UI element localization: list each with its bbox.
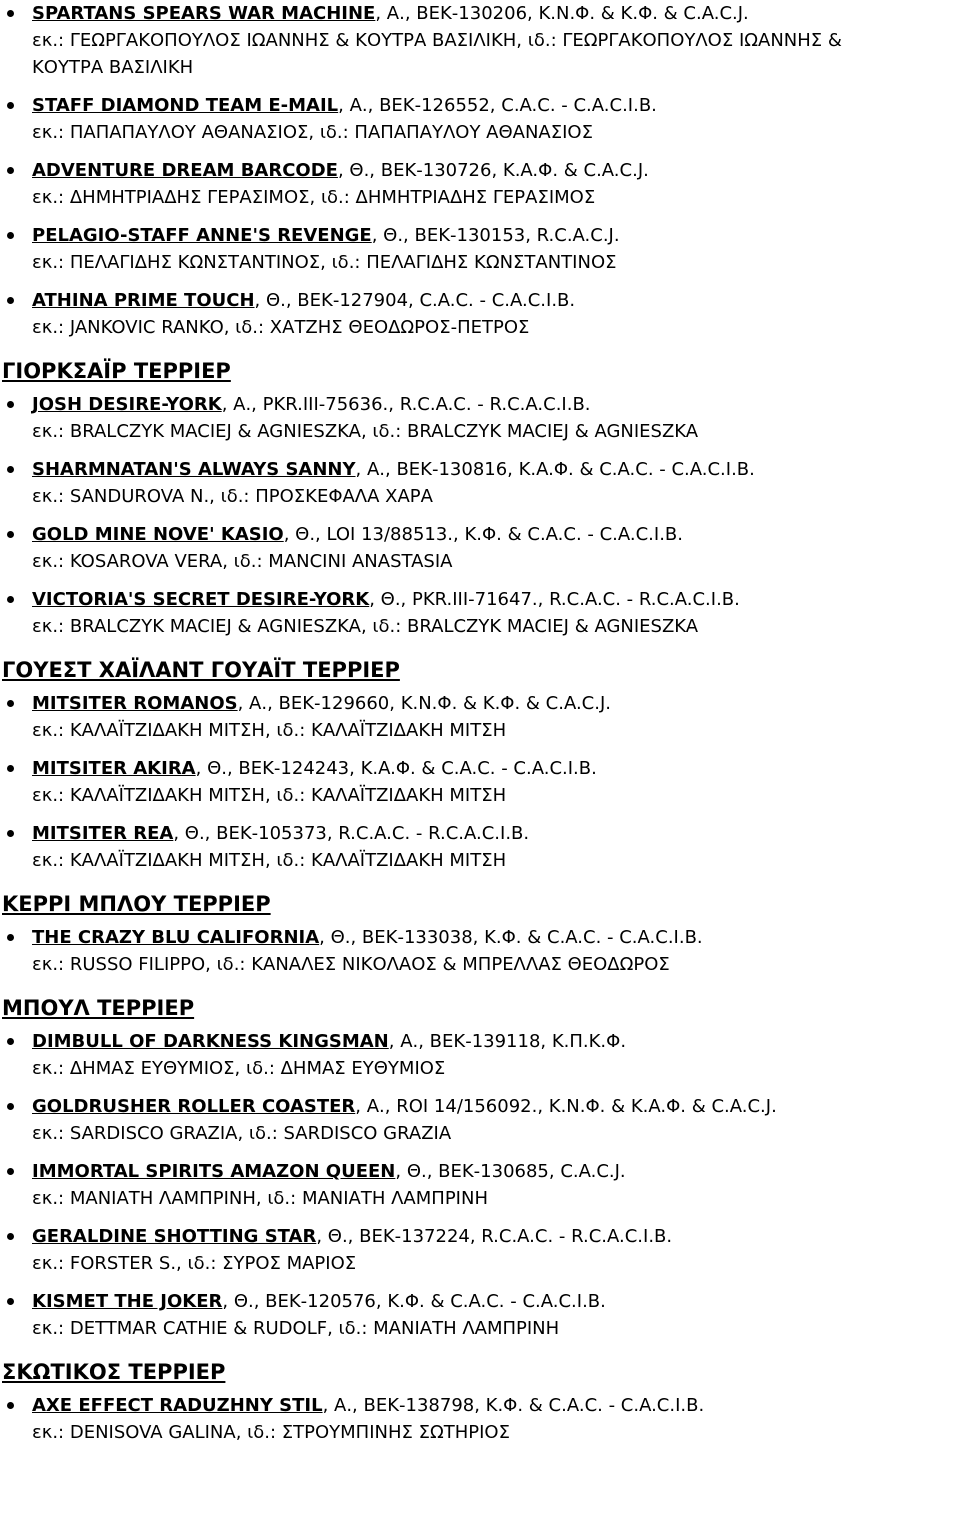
dog-info: , Α., ΒΕΚ-138798, K.Φ. & C.A.C. - C.A.C.I.B.	[322, 1395, 705, 1416]
entry-title-line	[32, 157, 960, 184]
entry-title-line	[32, 1158, 960, 1185]
dog-name: ATHINA PRIME TOUCH	[32, 290, 255, 311]
dog-entry	[2, 586, 960, 640]
dog-name: GOLDRUSHER ROLLER COASTER	[32, 1096, 356, 1117]
dog-name: DIMBULL OF DARKNESS KINGSMAN	[32, 1031, 389, 1052]
dog-info: , Α., ΒΕΚ-130816, K.A.Φ. & C.A.C. - C.A.C.I.B.	[355, 459, 755, 480]
dog-info: , Α., ΒΕΚ-129660, K.N.Φ. & K.Φ. & C.A.C.J.	[237, 693, 611, 714]
dog-info: , Θ., ΒΕΚ-130726, K.A.Φ. & C.A.C.J.	[337, 160, 649, 181]
bullet-icon	[7, 596, 14, 603]
bullet-icon	[7, 102, 14, 109]
entry-title-line	[32, 1288, 960, 1315]
dog-info: , Θ., PKR.III-71647., R.C.A.C. - R.C.A.C.I.B.	[369, 589, 740, 610]
bullet-icon	[7, 297, 14, 304]
dog-entry	[2, 1392, 960, 1446]
dog-name: JOSH DESIRE-YORK	[32, 394, 222, 415]
entry-title-line	[32, 1093, 960, 1120]
dog-entry	[2, 0, 960, 81]
owner-line: εκ.: ΔΗΜΑΣ ΕΥΘΥΜΙΟΣ, ιδ.: ΔΗΜΑΣ ΕΥΘΥΜΙΟΣ	[32, 1058, 446, 1079]
breed-heading: ΓΙΟΡΚΣΑΪΡ ΤΕΡΡΙΕΡ	[2, 359, 231, 383]
entry-title-line	[32, 586, 960, 613]
bullet-icon	[7, 1168, 14, 1175]
dog-info: , Α., ΒΕΚ-126552, C.A.C. - C.A.C.I.B.	[338, 95, 657, 116]
owner-line: εκ.: ΔΗΜΗΤΡΙΑΔΗΣ ΓΕΡΑΣΙΜΟΣ, ιδ.: ΔΗΜΗΤΡΙΑΔΗΣ ΓΕΡΑΣΙΜΟΣ	[32, 187, 596, 208]
owner-line: εκ.: ΠΕΛΑΓΙΔΗΣ ΚΩΝΣΤΑΝΤΙΝΟΣ, ιδ.: ΠΕΛΑΓΙΔΗΣ ΚΩΝΣΤΑΝΤΙΝΟΣ	[32, 252, 617, 273]
entry-title-line	[32, 755, 960, 782]
dog-entry	[2, 820, 960, 874]
bullet-icon	[7, 700, 14, 707]
owner-line: εκ.: RUSSO FILIPPO, ιδ.: ΚΑΝΑΛΕΣ ΝΙΚΟΛΑΟΣ & ΜΠΡΕΛΛΑΣ ΘΕΟΔΩΡΟΣ	[32, 954, 670, 975]
entry-title-line	[32, 222, 960, 249]
dog-entry	[2, 456, 960, 510]
dog-info: , Θ., ΒΕΚ-130685, C.A.C.J.	[395, 1161, 626, 1182]
dog-name: SHARMNATAN'S ALWAYS SANNY	[32, 459, 356, 480]
dog-entry	[2, 1288, 960, 1342]
dog-name: MITSITER REA	[32, 823, 174, 844]
owner-line: εκ.: SARDISCO GRAZIA, ιδ.: SARDISCO GRAZIA	[32, 1123, 452, 1144]
dog-info: , Θ., LOI 13/88513., K.Φ. & C.A.C. - C.A.C.I.B.	[283, 524, 684, 545]
entry-title-line	[32, 1028, 960, 1055]
entry-title-line	[32, 690, 960, 717]
bullet-icon	[7, 1038, 14, 1045]
dog-name: VICTORIA'S SECRET DESIRE-YORK	[32, 589, 370, 610]
bullet-icon	[7, 1103, 14, 1110]
dog-name: ADVENTURE DREAM BARCODE	[32, 160, 338, 181]
owner-line: εκ.: ΚΑΛΑΪΤΖΙΔΑΚΗ ΜΙΤΣΗ, ιδ.: ΚΑΛΑΪΤΖΙΔΑΚΗ ΜΙΤΣΗ	[32, 785, 507, 806]
owner-line: εκ.: ΓΕΩΡΓΑΚΟΠΟΥΛΟΣ ΙΩΑΝΝΗΣ & ΚΟΥΤΡΑ ΒΑΣΙΛΙΚΗ, ιδ.: ΓΕΩΡΓΑΚΟΠΟΥΛΟΣ ΙΩΑΝΝΗΣ &	[32, 30, 842, 51]
dog-name: PELAGIO-STAFF ANNE'S REVENGE	[32, 225, 372, 246]
entry-title-line	[32, 924, 960, 951]
dog-entry	[2, 1158, 960, 1212]
entry-title-line	[32, 1392, 960, 1419]
dog-entry	[2, 92, 960, 146]
entry-title-line	[32, 287, 960, 314]
bullet-icon	[7, 10, 14, 17]
owner-line: εκ.: ΚΑΛΑΪΤΖΙΔΑΚΗ ΜΙΤΣΗ, ιδ.: ΚΑΛΑΪΤΖΙΔΑΚΗ ΜΙΤΣΗ	[32, 720, 507, 741]
bullet-icon	[7, 167, 14, 174]
bullet-icon	[7, 765, 14, 772]
bullet-icon	[7, 934, 14, 941]
dog-info: , Θ., ΒΕΚ-105373, R.C.A.C. - R.C.A.C.I.B.	[173, 823, 530, 844]
bullet-icon	[7, 531, 14, 538]
dog-entry	[2, 1028, 960, 1082]
entry-title-line	[32, 391, 960, 418]
dog-name: IMMORTAL SPIRITS AMAZON QUEEN	[32, 1161, 396, 1182]
dog-info: , Α., ΒΕΚ-139118, K.Π.K.Φ.	[388, 1031, 627, 1052]
dog-entry	[2, 1093, 960, 1147]
dog-entry	[2, 157, 960, 211]
entry-title-line	[32, 820, 960, 847]
dog-name: GERALDINE SHOTTING STAR	[32, 1226, 317, 1247]
dog-info: , Θ., ΒΕΚ-124243, K.A.Φ. & C.A.C. - C.A.C.I.B.	[195, 758, 597, 779]
owner-line: εκ.: JANKOVIC RANKO, ιδ.: ΧΑΤΖΗΣ ΘΕΟΔΩΡΟΣ-ΠΕΤΡΟΣ	[32, 317, 530, 338]
owner-line: εκ.: BRALCZYK MACIEJ & AGNIESZKA, ιδ.: BRALCZYK MACIEJ & AGNIESZKA	[32, 616, 699, 637]
owner-line: εκ.: ΚΑΛΑΪΤΖΙΔΑΚΗ ΜΙΤΣΗ, ιδ.: ΚΑΛΑΪΤΖΙΔΑΚΗ ΜΙΤΣΗ	[32, 850, 507, 871]
owner-line: εκ.: BRALCZYK MACIEJ & AGNIESZKA, ιδ.: BRALCZYK MACIEJ & AGNIESZKA	[32, 421, 699, 442]
breed-heading: ΓΟΥΕΣΤ ΧΑΪΛΑΝΤ ΓΟΥΑΪΤ ΤΕΡΡΙΕΡ	[2, 658, 400, 682]
bullet-icon	[7, 830, 14, 837]
dog-entry	[2, 222, 960, 276]
bullet-icon	[7, 232, 14, 239]
dog-entry	[2, 391, 960, 445]
dog-info: , Θ., ΒΕΚ-133038, K.Φ. & C.A.C. - C.A.C.I.B.	[319, 927, 703, 948]
breed-heading: ΚΕΡΡΙ ΜΠΛΟΥ ΤΕΡΡΙΕΡ	[2, 892, 271, 916]
dog-name: STAFF DIAMOND TEAM E-MAIL	[32, 95, 339, 116]
dog-info: , Θ., ΒΕΚ-137224, R.C.A.C. - R.C.A.C.I.B.	[316, 1226, 673, 1247]
dog-info: , Α., PKR.III-75636., R.C.A.C. - R.C.A.C.I.B.	[221, 394, 591, 415]
dog-entry	[2, 521, 960, 575]
entry-title-line	[32, 92, 960, 119]
dog-info: , Α., ΒΕΚ-130206, K.N.Φ. & K.Φ. & C.A.C.J.	[375, 3, 749, 24]
dog-name: GOLD MINE NOVE' KASIO	[32, 524, 284, 545]
dog-entry	[2, 924, 960, 978]
bullet-icon	[7, 466, 14, 473]
bullet-icon	[7, 1233, 14, 1240]
dog-name: AXE EFFECT RADUZHNY STIL	[32, 1395, 323, 1416]
owner-line: εκ.: SANDUROVA N., ιδ.: ΠΡΟΣΚΕΦΑΛΑ ΧΑΡΑ	[32, 486, 433, 507]
bullet-icon	[7, 401, 14, 408]
entry-title-line	[32, 0, 960, 27]
dog-entry	[2, 755, 960, 809]
dog-name: MITSITER ROMANOS	[32, 693, 238, 714]
dog-name: KISMET THE JOKER	[32, 1291, 223, 1312]
dog-info: , Α., ROI 14/156092., K.N.Φ. & K.A.Φ. & C.A.C.J.	[355, 1096, 777, 1117]
owner-line: εκ.: DENISOVA GALINA, ιδ.: ΣΤΡΟΥΜΠΙΝΗΣ ΣΩΤΗΡΙΟΣ	[32, 1422, 510, 1443]
dog-name: THE CRAZY BLU CALIFORNIA	[32, 927, 320, 948]
dog-entry	[2, 690, 960, 744]
entry-title-line	[32, 521, 960, 548]
dog-name: SPARTANS SPEARS WAR MACHINE	[32, 3, 376, 24]
dog-entry	[2, 1223, 960, 1277]
dog-info: , Θ., ΒΕΚ-127904, C.A.C. - C.A.C.I.B.	[254, 290, 576, 311]
owner-line: εκ.: KOSAROVA VERA, ιδ.: MANCINI ANASTASIA	[32, 551, 453, 572]
breed-heading: ΜΠΟΥΛ ΤΕΡΡΙΕΡ	[2, 996, 195, 1020]
breed-heading: ΣΚΩΤΙΚΟΣ ΤΕΡΡΙΕΡ	[2, 1360, 226, 1384]
entry-title-line	[32, 456, 960, 483]
bullet-icon	[7, 1298, 14, 1305]
owner-line-continued: ΚΟΥΤΡΑ ΒΑΣΙΛΙΚΗ	[32, 57, 194, 78]
bullet-icon	[7, 1402, 14, 1409]
owner-line: εκ.: ΜΑΝΙΑΤΗ ΛΑΜΠΡΙΝΗ, ιδ.: ΜΑΝΙΑΤΗ ΛΑΜΠΡΙΝΗ	[32, 1188, 488, 1209]
owner-line: εκ.: ΠΑΠΑΠΑΥΛΟΥ ΑΘΑΝΑΣΙΟΣ, ιδ.: ΠΑΠΑΠΑΥΛΟΥ ΑΘΑΝΑΣΙΟΣ	[32, 122, 593, 143]
dog-name: MITSITER AKIRA	[32, 758, 196, 779]
dog-info: , Θ., ΒΕΚ-130153, R.C.A.C.J.	[371, 225, 620, 246]
owner-line: εκ.: FORSTER S., ιδ.: ΣΥΡΟΣ ΜΑΡΙΟΣ	[32, 1253, 357, 1274]
dog-info: , Θ., ΒΕΚ-120576, K.Φ. & C.A.C. - C.A.C.I.B.	[222, 1291, 606, 1312]
entry-title-line	[32, 1223, 960, 1250]
owner-line: εκ.: DETTMAR CATHIE & RUDOLF, ιδ.: ΜΑΝΙΑΤΗ ΛΑΜΠΡΙΝΗ	[32, 1318, 560, 1339]
dog-entry	[2, 287, 960, 341]
